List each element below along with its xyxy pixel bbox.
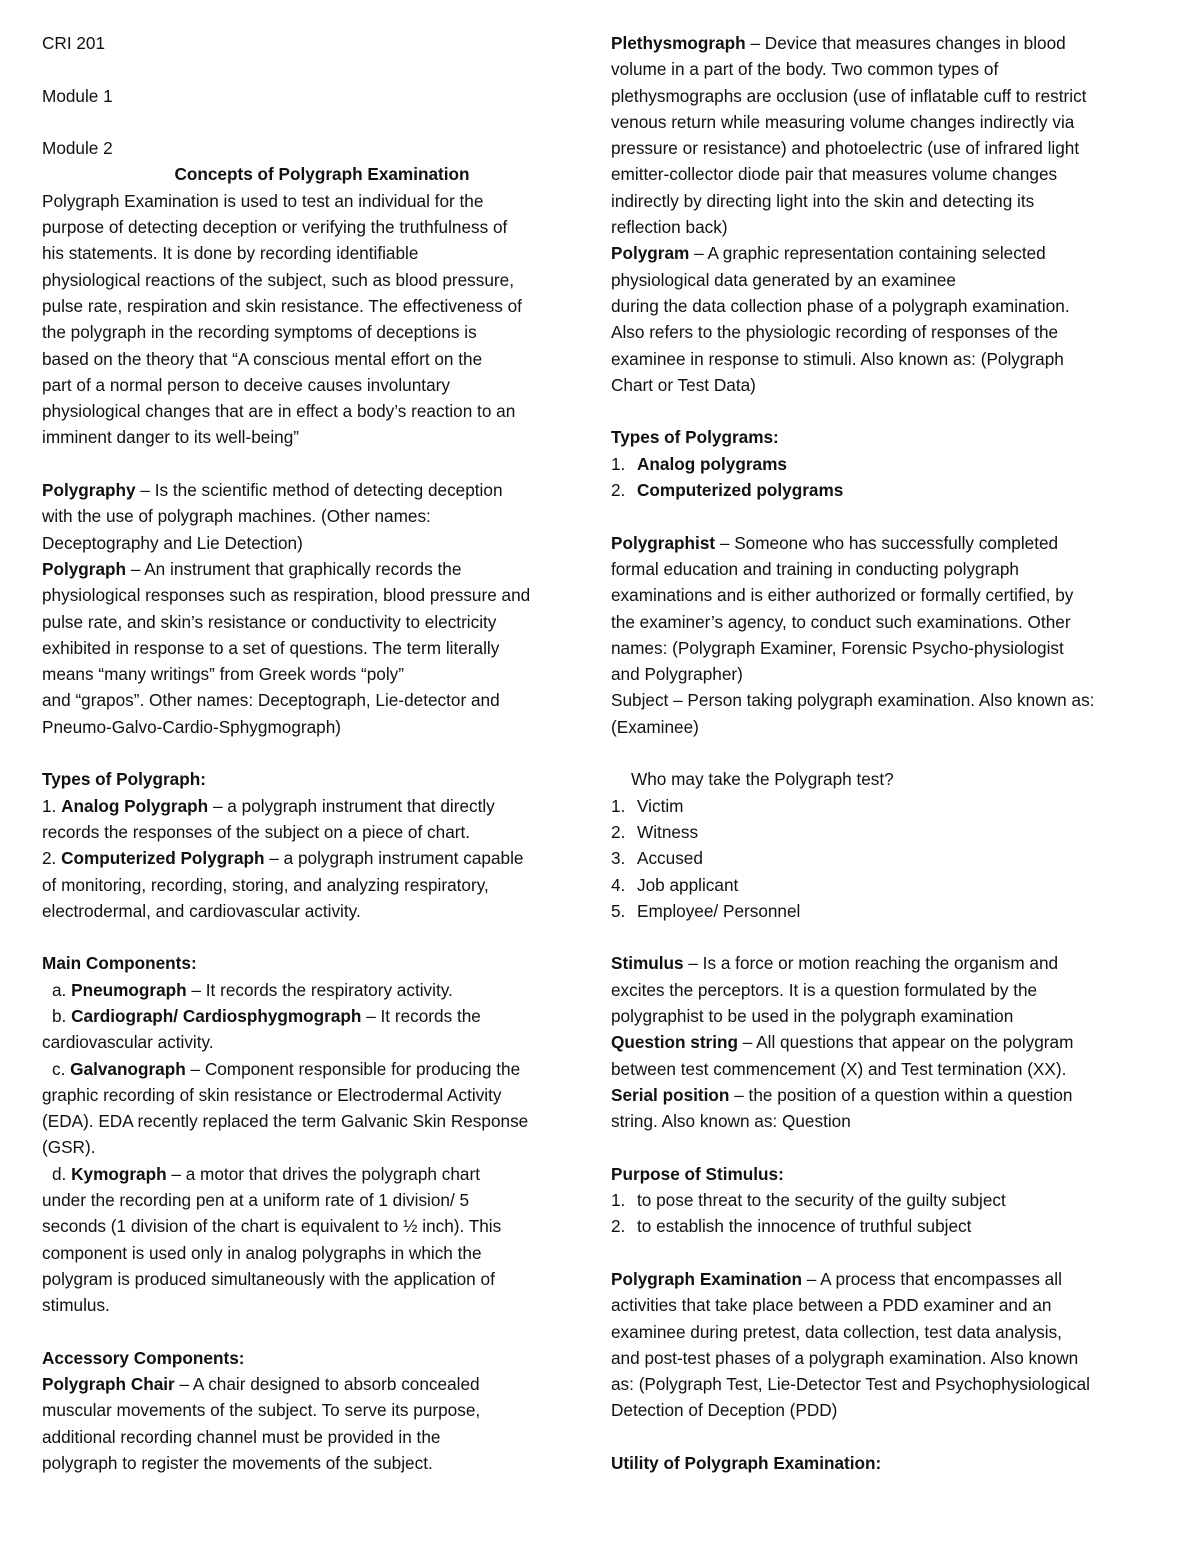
- list-item: 1. to pose threat to the security of the guilty subject: [611, 1190, 1006, 1211]
- list-item: 3. Accused: [611, 848, 703, 869]
- definition-polygraph-examination: Polygraph Examination – A process that encompasses all activities that take place between a PDD examiner and an examinee during pretest, data collection, test data analysis, and post-test phases of a polygraph examination. Also known as: (Polygraph Test, Lie-Detector Test and Psychophysiological Detection of Deception (PDD): [611, 1268, 1090, 1421]
- definition-serial-position: Serial position – the position of a question within a question string. Also known as: Question: [611, 1084, 1073, 1132]
- definition-plethysmograph: Plethysmograph – Device that measures changes in blood volume in a part of the body. Two common types of plethysmographs are occlusion (use of inflatable cuff to restrict venous return while measuring volume changes indirectly via pressure or resistance) and photoelectric (use of infrared light emitter-collector diode pair that measures volume changes indirectly by directing light into the skin and detecting its reflection back): [611, 33, 1087, 238]
- left-column: [42, 30, 602, 1476]
- definition-polygraph: Polygraph – An instrument that graphically records the physiological responses such as respiration, blood pressure and pulse rate, and skin’s resistance or conductivity to electricity exhibited in response to a set of questions. The term literally means “many writings” from Greek words “poly” and “grapos”. Other names: Deceptograph, Lie-detector and Pneumo-Galvo-Cardio-Sphygmograph): [42, 558, 531, 737]
- component-kymograph: d. Kymograph – a motor that drives the polygraph chart under the recording pen at a uniform rate of 1 division/ 5 seconds (1 division of the chart is equivalent to ½ inch). This component is used only in analog polygraphs in which the polygram is produced simultaneously with the application of stimulus.: [42, 1163, 502, 1316]
- term: Polygraph: [42, 558, 127, 579]
- definition-polygram: Polygram – A graphic representation containing selected physiological data generated by an examinee during the data collection phase of a polygraph examination. Also refers to the physiologic recording of responses of the examinee in response to stimuli. Also known as: (Polygraph Chart or Test Data): [611, 243, 1070, 395]
- who-may-take-heading: Who may take the Polygraph test?: [631, 769, 894, 790]
- definition-polygraphist: Polygraphist – Someone who has successfully completed formal education and training in conducting polygraph examinations and is either authorized or formally certified, by the examiner’s agency, to conduct such examinations. Other names: (Polygraph Examiner, Forensic Psycho-physiologist and Polygrapher): [611, 532, 1074, 685]
- module-2: Module 2: [42, 138, 113, 159]
- polygraph-type-computerized: 2. Computerized Polygraph – a polygraph instrument capable of monitoring, recording, storing, and analyzing respiratory, electrodermal, and cardiovascular activity.: [42, 848, 524, 921]
- purpose-of-stimulus-heading: Purpose of Stimulus:: [611, 1163, 784, 1184]
- definition-subject: Subject – Person taking polygraph examination. Also known as: (Examinee): [611, 690, 1095, 737]
- utility-heading: Utility of Polygraph Examination:: [611, 1453, 882, 1474]
- list-item: 4. Job applicant: [611, 874, 739, 895]
- types-of-polygrams-heading: Types of Polygrams:: [611, 427, 779, 448]
- definition-question-string: Question string – All questions that appear on the polygram between test commencement (X) and Test termination (XX).: [611, 1032, 1074, 1079]
- list-item: 1. Analog polygrams: [611, 453, 787, 474]
- component-cardiograph: b. Cardiograph/ Cardiosphygmograph – It records the cardiovascular activity.: [42, 1005, 481, 1053]
- accessory-polygraph-chair: Polygraph Chair – A chair designed to absorb concealed muscular movements of the subject. To serve its purpose, additional recording channel must be provided in the polygraph to register the movements of the subject.: [42, 1374, 481, 1474]
- intro-paragraph: Polygraph Examination is used to test an individual for the purpose of detecting deception or verifying the truthfulness of his statements. It is done by recording identifiable physiological reactions of the subject, such as blood pressure, pulse rate, respiration and skin resistance. The effectiveness of the polygraph in the recording symptoms of deceptions is based on the theory that “A conscious mental effort on the part of a normal person to deceive causes involuntary physiological changes that are in effect a body’s reaction to an imminent danger to its well-being”: [42, 190, 522, 448]
- main-components-heading: Main Components:: [42, 953, 197, 974]
- list-item: 5. Employee/ Personnel: [611, 900, 801, 921]
- types-of-polygraph-heading: Types of Polygraph:: [42, 769, 206, 790]
- term: Polygraphy: [42, 480, 136, 501]
- course-code: CRI 201: [42, 33, 106, 53]
- list-item: 1. Victim: [611, 795, 684, 816]
- list-item: 2. Computerized polygrams: [611, 480, 844, 501]
- module-1: Module 1: [42, 85, 113, 106]
- list-item: 2. Witness: [611, 821, 699, 842]
- polygraph-type-analog: 1. Analog Polygraph – a polygraph instrument that directly records the responses of the subject on a piece of chart.: [42, 795, 495, 842]
- right-column: [611, 30, 1171, 1476]
- section-title: Concepts of Polygraph Examination: [174, 164, 470, 185]
- definition-stimulus: Stimulus – Is a force or motion reaching the organism and excites the perceptors. It is a question formulated by the polygraphist to be used in the polygraph examination: [611, 953, 1059, 1026]
- accessory-components-heading: Accessory Components:: [42, 1347, 245, 1368]
- definition-polygraphy: Polygraphy – Is the scientific method of detecting deception with the use of polygraph machines. (Other names: Deceptography and Lie Detection): [42, 480, 503, 553]
- list-item: 2. to establish the innocence of truthful subject: [611, 1216, 972, 1237]
- component-galvanograph: c. Galvanograph – Component responsible for producing the graphic recording of skin resistance or Electrodermal Activity (EDA). EDA recently replaced the term Galvanic Skin Response (GSR).: [42, 1058, 529, 1158]
- component-pneumograph: a. Pneumograph – It records the respiratory activity.: [52, 979, 453, 1000]
